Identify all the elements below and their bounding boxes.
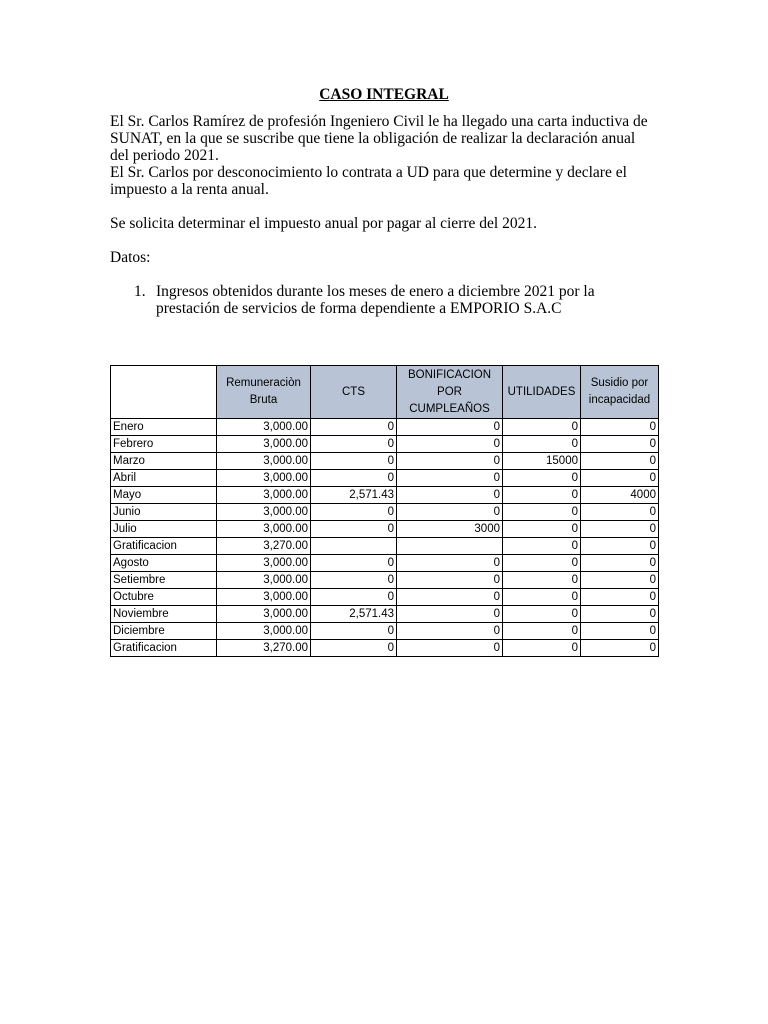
value-cell: 0 [581,640,659,657]
month-cell: Junio [111,504,217,521]
value-cell: 0 [503,487,581,504]
intro-line: del periodo 2021. [110,147,219,164]
value-cell: 0 [581,589,659,606]
value-cell: 0 [311,504,397,521]
value-cell: 0 [503,521,581,538]
header-bonificacion [397,366,503,419]
value-cell: 0 [581,436,659,453]
value-cell: 3,000.00 [217,572,311,589]
table-header-row [111,366,659,419]
header-line: Susidio por [590,377,649,389]
month-cell: Julio [111,521,217,538]
value-cell: 2,571.43 [311,487,397,504]
header-line: BONIFICACION [407,368,492,381]
value-cell: 3,000.00 [217,521,311,538]
table-row [111,419,659,436]
list-text [156,283,676,317]
month-cell: Marzo [111,453,217,470]
header-line: UTILIDADES [507,385,576,398]
value-cell: 0 [311,419,397,436]
header-line: incapacidad [588,394,651,406]
value-cell: 0 [311,555,397,572]
value-cell: 0 [581,521,659,538]
table-row [111,504,659,521]
value-cell: 0 [397,640,503,657]
value-cell: 0 [581,538,659,555]
value-cell: 3,270.00 [217,640,311,657]
income-table [110,365,659,657]
request-paragraph: Se solicita determinar el impuesto anual por pagar al cierre del 2021. [110,215,537,232]
header-line: CUMPLEAÑOS [409,402,490,415]
value-cell: 0 [397,436,503,453]
header-utilidades [503,366,581,419]
value-cell: 0 [503,538,581,555]
value-cell: 0 [581,453,659,470]
value-cell: 3,000.00 [217,589,311,606]
table-row [111,436,659,453]
value-cell: 3,000.00 [217,606,311,623]
list-number: 1. [134,283,146,300]
list-text-line: prestación de servicios de forma dependiente a EMPORIO S.A.C [156,300,562,317]
header-line: CTS [342,385,365,398]
table-row [111,589,659,606]
value-cell: 3,000.00 [217,623,311,640]
value-cell: 0 [503,504,581,521]
value-cell: 0 [503,572,581,589]
value-cell: 0 [581,419,659,436]
value-cell: 0 [503,419,581,436]
value-cell: 3,000.00 [217,436,311,453]
value-cell: 3,000.00 [217,419,311,436]
month-cell: Diciembre [111,623,217,640]
value-cell: 0 [503,470,581,487]
datos-label: Datos: [110,249,151,266]
month-cell: Febrero [111,436,217,453]
table-row [111,470,659,487]
value-cell: 0 [581,606,659,623]
table-row [111,623,659,640]
value-cell: 0 [311,470,397,487]
value-cell: 0 [397,453,503,470]
table-row [111,538,659,555]
header-line: POR [437,385,462,398]
month-cell: Setiembre [111,572,217,589]
month-cell: Mayo [111,487,217,504]
month-cell: Abril [111,470,217,487]
month-cell: Octubre [111,589,217,606]
value-cell: 0 [311,572,397,589]
value-cell: 0 [503,589,581,606]
table-row [111,487,659,504]
value-cell: 0 [397,589,503,606]
value-cell: 0 [397,572,503,589]
value-cell: 0 [581,555,659,572]
table-header-corner [111,366,217,419]
value-cell: 0 [503,640,581,657]
month-cell: Noviembre [111,606,217,623]
value-cell: 0 [503,555,581,572]
value-cell: 0 [581,623,659,640]
value-cell: 3,000.00 [217,504,311,521]
value-cell: 0 [581,470,659,487]
value-cell: 0 [397,623,503,640]
value-cell: 3,270.00 [217,538,311,555]
value-cell: 0 [397,606,503,623]
value-cell: 0 [397,419,503,436]
intro-line: El Sr. Carlos Ramírez de profesión Ingeniero Civil le ha llegado una carta inductiva de [110,113,648,130]
value-cell: 0 [503,606,581,623]
intro-paragraph [110,113,670,198]
document-title: CASO INTEGRAL [319,86,449,103]
value-cell: 0 [503,623,581,640]
value-cell: 0 [311,436,397,453]
value-cell: 4000 [581,487,659,504]
value-cell: 3,000.00 [217,453,311,470]
value-cell: 0 [397,487,503,504]
value-cell: 0 [397,504,503,521]
value-cell: 0 [311,640,397,657]
value-cell: 3,000.00 [217,487,311,504]
value-cell [311,538,397,555]
header-line: Remuneraciòn [226,377,301,389]
header-subsidio [581,366,659,419]
month-cell: Gratificacion [111,640,217,657]
table-row [111,453,659,470]
intro-line: impuesto a la renta anual. [110,181,269,198]
month-cell: Enero [111,419,217,436]
table-row [111,640,659,657]
month-cell: Agosto [111,555,217,572]
value-cell: 3,000.00 [217,555,311,572]
header-remuneracion [217,366,311,419]
value-cell: 0 [311,589,397,606]
value-cell: 0 [311,623,397,640]
header-cts [311,366,397,419]
value-cell: 2,571.43 [311,606,397,623]
value-cell: 0 [311,521,397,538]
table-row [111,572,659,589]
value-cell: 3,000.00 [217,470,311,487]
intro-line: El Sr. Carlos por desconocimiento lo contrata a UD para que determine y declare el [110,164,627,181]
list-text-line: Ingresos obtenidos durante los meses de enero a diciembre 2021 por la [156,283,595,300]
header-line: Bruta [249,394,278,406]
value-cell: 0 [311,453,397,470]
value-cell: 0 [581,572,659,589]
value-cell: 0 [397,470,503,487]
value-cell: 15000 [503,453,581,470]
value-cell: 3000 [397,521,503,538]
table-row [111,555,659,572]
table-row [111,606,659,623]
table-row [111,521,659,538]
intro-line: SUNAT, en la que se suscribe que tiene la obligación de realizar la declaración anual [110,130,636,147]
month-cell: Gratificacion [111,538,217,555]
value-cell: 0 [581,504,659,521]
value-cell: 0 [503,436,581,453]
value-cell: 0 [397,555,503,572]
value-cell [397,538,503,555]
